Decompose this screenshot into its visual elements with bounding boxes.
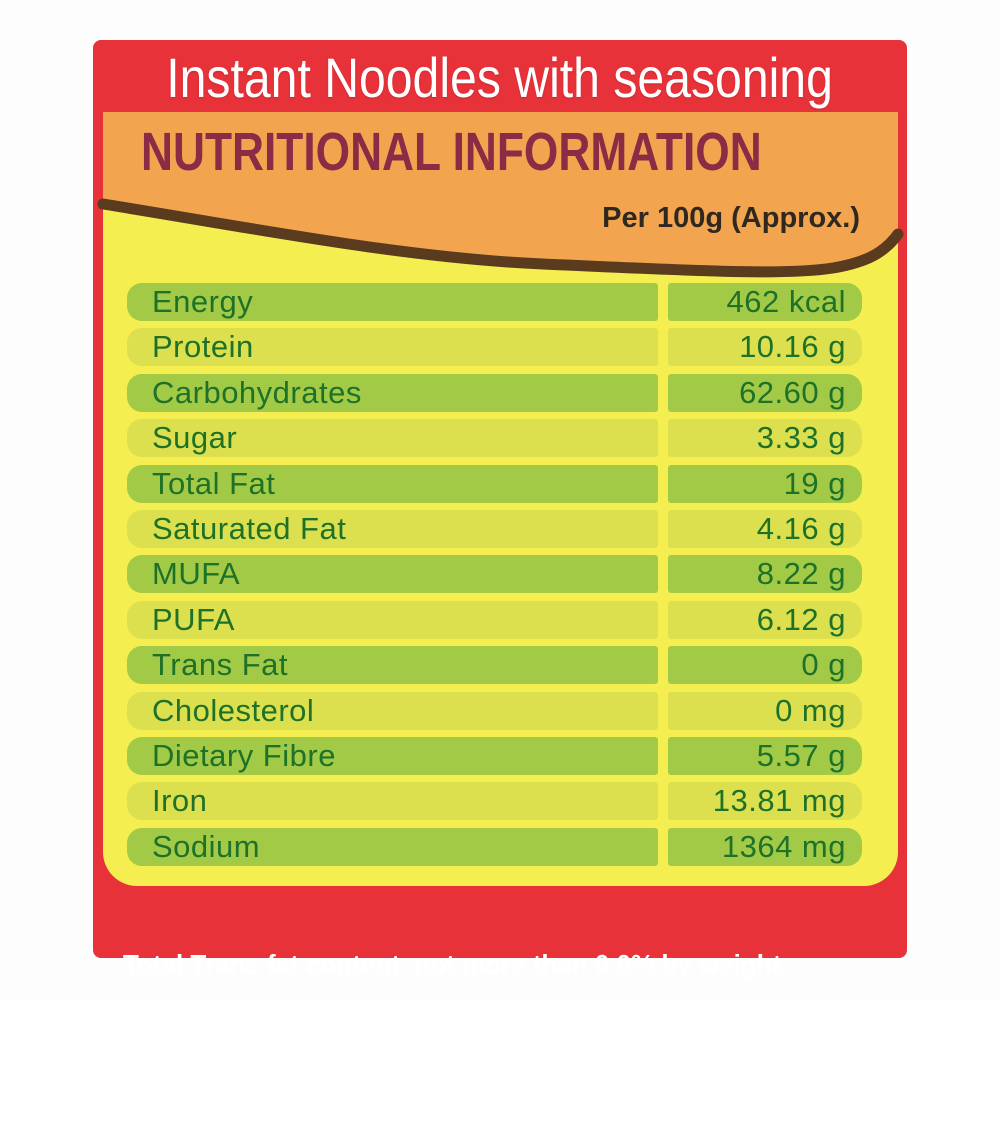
nutrient-value: 3.33 g xyxy=(668,419,862,457)
panel-heading: NUTRITIONAL INFORMATION xyxy=(141,122,762,182)
nutrient-name: PUFA xyxy=(127,601,658,639)
footnote-saturated-fat: Total Saturated Fat content not more than 4.16% by weight. xyxy=(123,1043,854,1074)
nutrient-value: 1364 mg xyxy=(668,828,862,866)
nutrient-name: Iron xyxy=(127,782,658,820)
nutrient-value: 6.12 g xyxy=(668,601,862,639)
table-row xyxy=(127,601,862,639)
nutrient-value: 0 mg xyxy=(668,692,862,730)
product-title-text: Instant Noodles with seasoning xyxy=(166,45,834,109)
product-title xyxy=(93,42,907,112)
table-row xyxy=(127,283,862,321)
nutrient-name: Dietary Fibre xyxy=(127,737,658,775)
nutrient-name: Saturated Fat xyxy=(127,510,658,548)
nutrition-panel xyxy=(103,112,898,886)
nutrient-value: 13.81 mg xyxy=(668,782,862,820)
table-row xyxy=(127,555,862,593)
footnotes xyxy=(123,886,887,1138)
nutrient-name: Carbohydrates xyxy=(127,374,658,412)
nutrient-value: 10.16 g xyxy=(668,328,862,366)
nutrient-name: Trans Fat xyxy=(127,646,658,684)
nutrient-value: 62.60 g xyxy=(668,374,862,412)
nutrient-name: Sodium xyxy=(127,828,658,866)
nutrient-value: 8.22 g xyxy=(668,555,862,593)
table-row xyxy=(127,737,862,775)
serving-size-text: Per 100g (Approx.) xyxy=(602,202,860,234)
nutrient-name: MUFA xyxy=(127,555,658,593)
nutrient-value: 19 g xyxy=(668,465,862,503)
nutrient-value: 0 g xyxy=(668,646,862,684)
nutrient-name: Cholesterol xyxy=(127,692,658,730)
table-row xyxy=(127,328,862,366)
table-row xyxy=(127,419,862,457)
table-row xyxy=(127,374,862,412)
nutrition-table xyxy=(127,283,862,866)
nutrient-name: Total Fat xyxy=(127,465,658,503)
table-row xyxy=(127,782,862,820)
table-row xyxy=(127,646,862,684)
table-row xyxy=(127,828,862,866)
table-row xyxy=(127,692,862,730)
footnote-trans-fat: Total Trans fat content not more than 0.0% by weight. xyxy=(123,949,789,979)
label-background xyxy=(93,40,907,1074)
table-row xyxy=(127,465,862,503)
nutrient-value: 5.57 g xyxy=(668,737,862,775)
nutrient-value: 4.16 g xyxy=(668,510,862,548)
nutrient-name: Energy xyxy=(127,283,658,321)
nutrient-name: Protein xyxy=(127,328,658,366)
nutrient-name: Sugar xyxy=(127,419,658,457)
nutrient-value: 462 kcal xyxy=(668,283,862,321)
table-row xyxy=(127,510,862,548)
